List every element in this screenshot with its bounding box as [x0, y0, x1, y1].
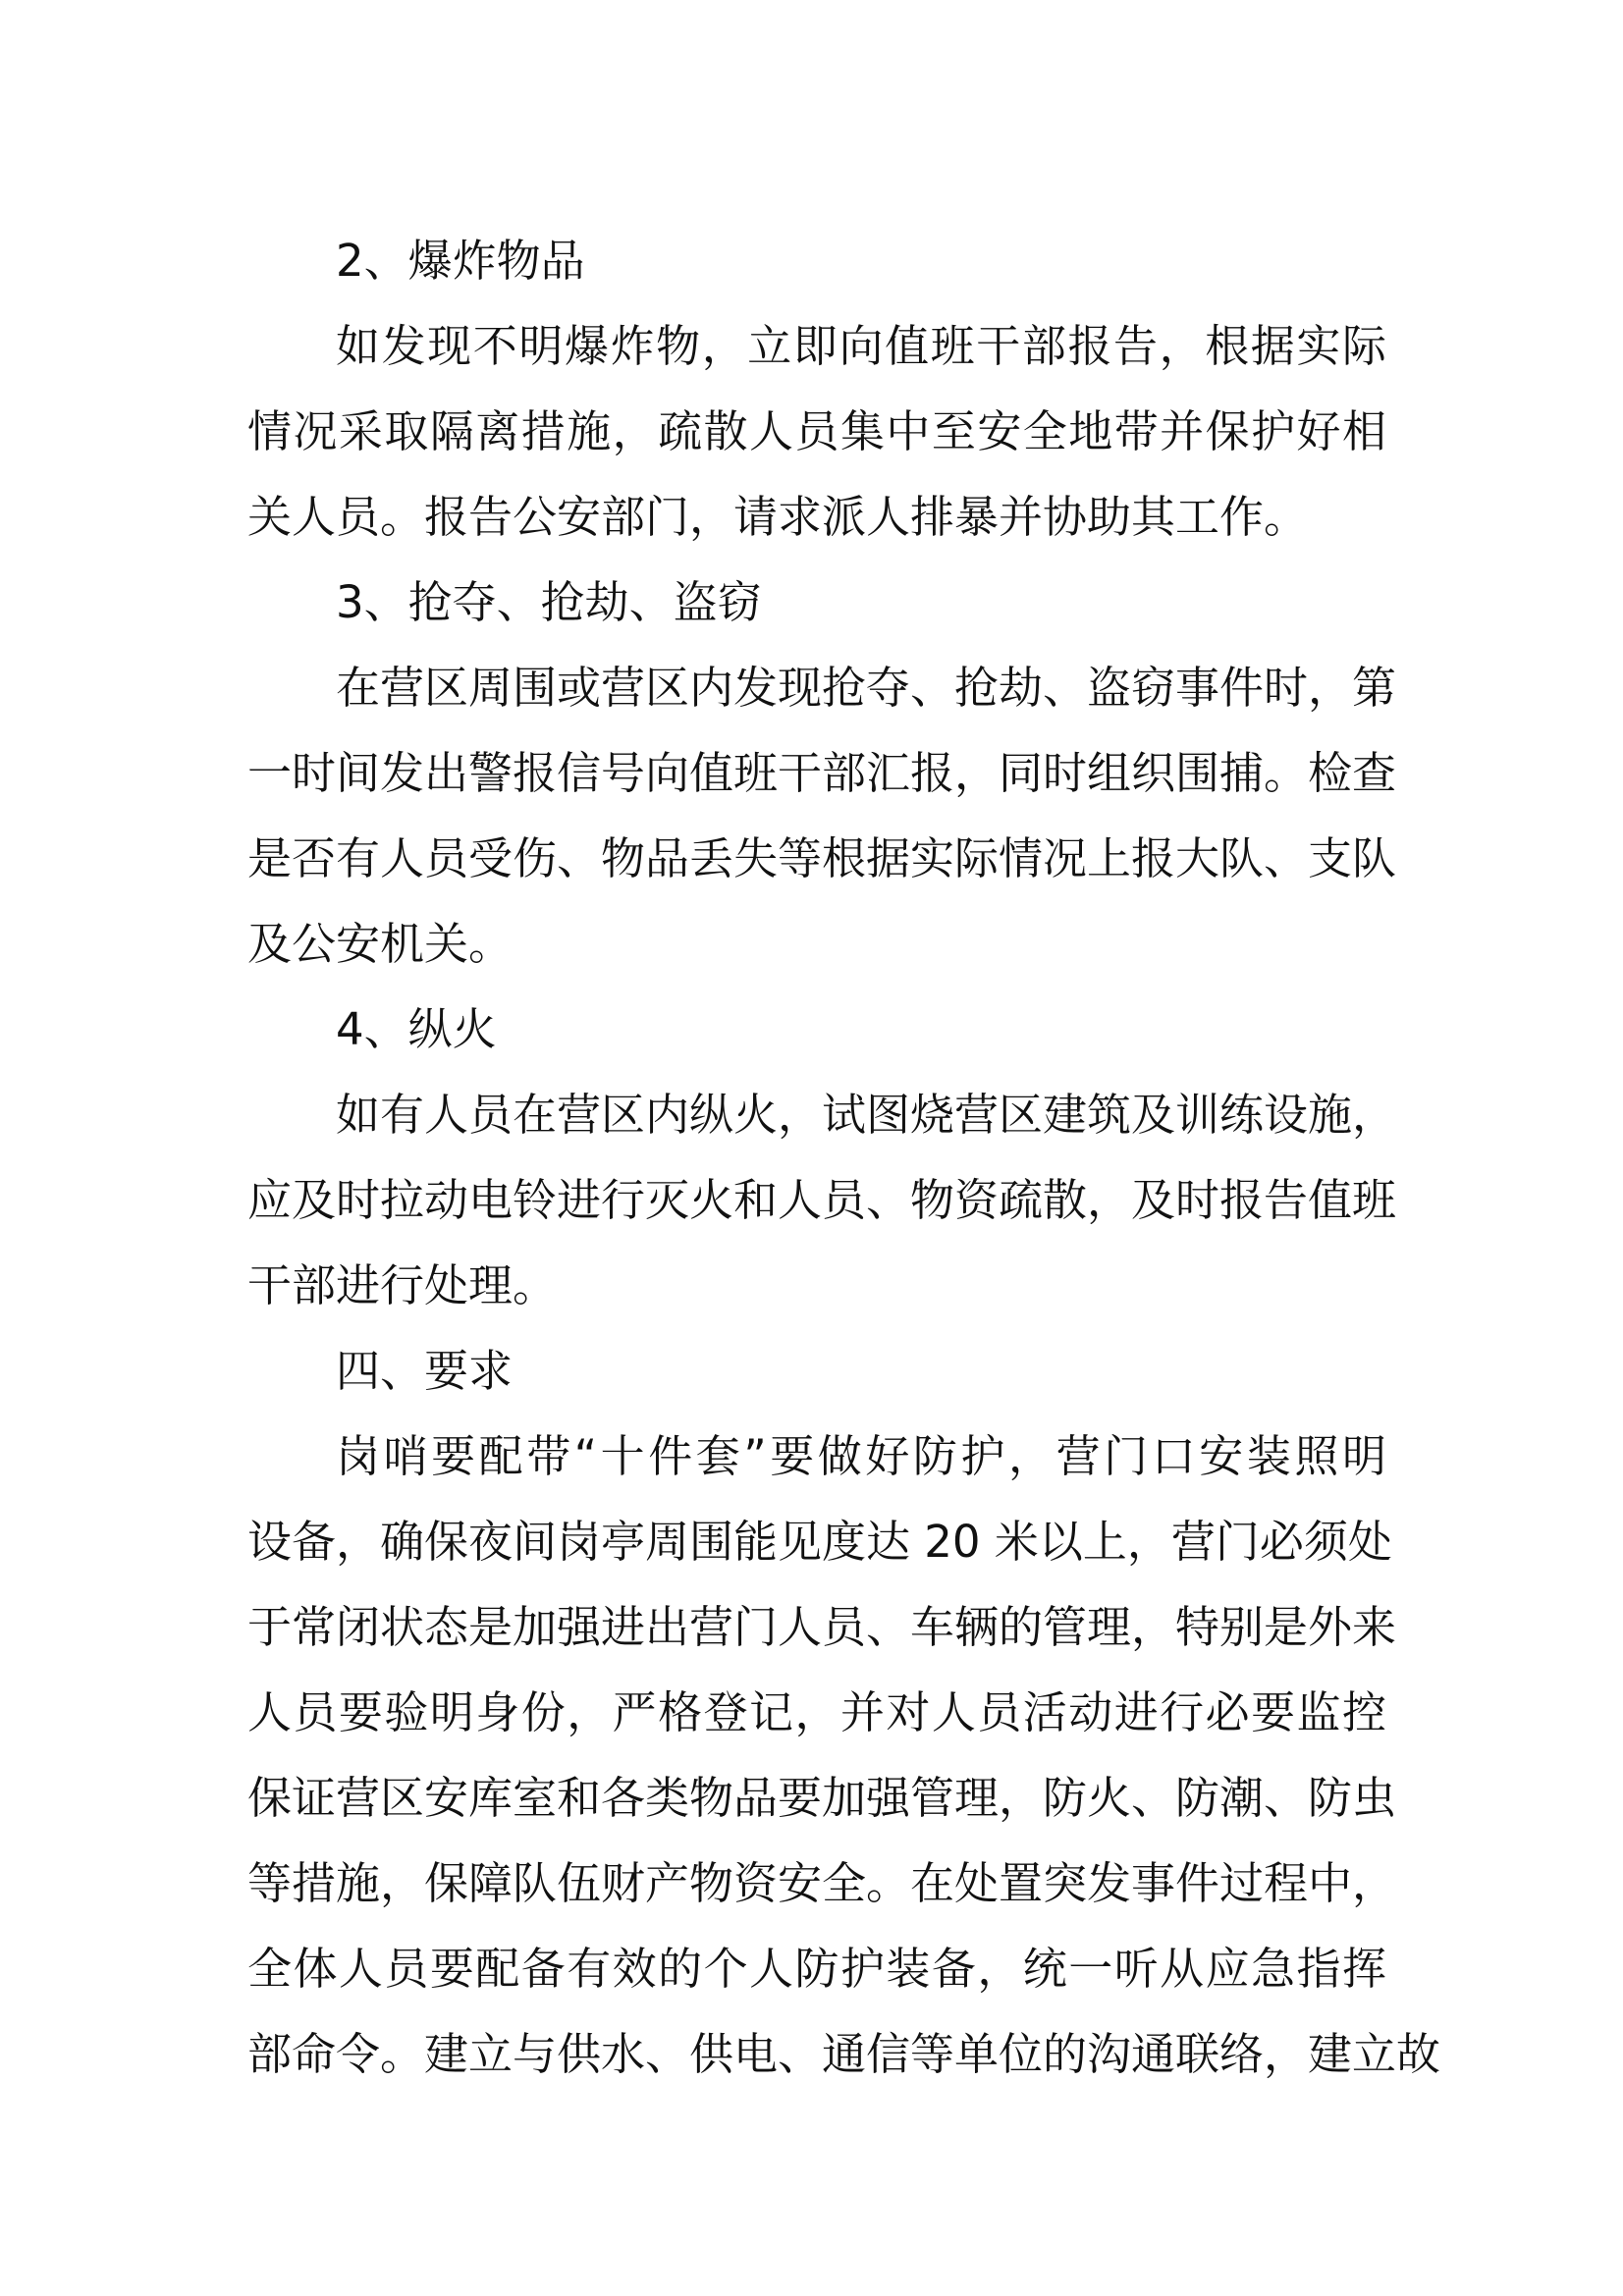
paragraph-line: 全体人员要配备有效的个人防护装备，统一听从应急指挥	[247, 1943, 1386, 1995]
paragraph-line: 于常闭状态是加强进出营门人员、车辆的管理，特别是外来	[247, 1601, 1397, 1653]
paragraph-line: 保证营区安库室和各类物品要加强管理，防火、防潮、防虫	[247, 1772, 1397, 1824]
paragraph-line: 部命令。建立与供水、供电、通信等单位的沟通联络，建立故	[247, 2028, 1441, 2080]
section-heading-requirements: 四、要求	[336, 1345, 514, 1397]
paragraph-line: 及公安机关。	[247, 918, 514, 970]
paragraph-line: 应及时拉动电铃进行灭火和人员、物资疏散，及时报告值班	[247, 1174, 1397, 1226]
paragraph-line: 在营区周围或营区内发现抢夺、抢劫、盗窃事件时，第	[336, 662, 1397, 714]
paragraph-line: 情况采取隔离措施，疏散人员集中至安全地带并保护好相	[247, 405, 1386, 457]
paragraph-line: 关人员。报告公安部门，请求派人排暴并协助其工作。	[247, 491, 1309, 543]
section-heading-arson: 4、纵火	[336, 1003, 497, 1055]
paragraph-line: 是否有人员受伤、物品丢失等根据实际情况上报大队、支队	[247, 832, 1397, 884]
paragraph-line: 等措施，保障队伍财产物资安全。在处置突发事件过程中，	[247, 1857, 1397, 1909]
paragraph-line: 干部进行处理。	[247, 1259, 558, 1311]
section-heading-explosives: 2、爆炸物品	[336, 235, 585, 287]
paragraph-line: 如发现不明爆炸物，立即向值班干部报告，根据实际	[336, 320, 1386, 372]
paragraph-line: 人员要验明身份，严格登记，并对人员活动进行必要监控	[247, 1686, 1386, 1738]
paragraph-line: 岗哨要配带“十件套”要做好防护，营门口安装照明	[336, 1430, 1386, 1482]
paragraph-line: 如有人员在营区内纵火，试图烧营区建筑及训练设施，	[336, 1089, 1397, 1141]
paragraph-line: 设备，确保夜间岗亭周围能见度达 20 米以上，营门必须处	[247, 1516, 1392, 1568]
document-body	[247, 218, 1441, 2097]
paragraph-line: 一时间发出警报信号向值班干部汇报，同时组织围捕。检查	[247, 747, 1397, 799]
section-heading-robbery: 3、抢夺、抢劫、盗窃	[336, 576, 762, 628]
